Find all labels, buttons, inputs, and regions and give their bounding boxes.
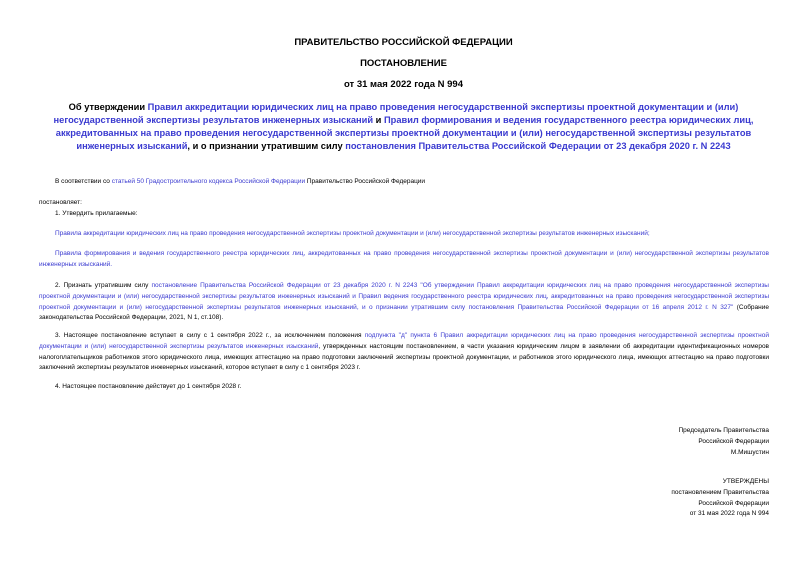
approval-block: [671, 477, 769, 520]
title-connector-and: и: [373, 115, 384, 125]
intro-link-article-50[interactable]: статьей 50 Градостроительного кодекса Российской Федерации: [111, 178, 306, 185]
item-4-paragraph: 4. Настоящее постановление действует до 1 сентября 2028 г.: [55, 383, 242, 390]
approval-by: постановлением Правительства: [671, 488, 769, 496]
item-1b-link[interactable]: Правила формирования и ведения государственного реестра юридических лиц, аккредитованных на право проведения негосударственной экспертизы проектной документации и (или) негосударственной экспертизы результатов инженерных изысканий.: [39, 250, 769, 268]
signature-country: Российской Федерации: [698, 437, 769, 445]
approval-country: Российской Федерации: [698, 499, 769, 507]
intro-paragraph: [39, 177, 769, 188]
item-3-suffix: , утвержденных настоящим постановлением, в части указания юридическим лицом в заявлении об аккредитации идентификационных номеров налогоплательщиков работников этого юридического лица, имеющих аттестацию на право подготовки заключений экспертизы проектной документации, и работников этого юридического лица, имеющих аттестацию на право подготовки заключений экспертизы результатов инженерных изысканий, которое вступает в силу с 1 сентября 2023 г.: [39, 342, 770, 372]
title-link-repealed-decree[interactable]: постановления Правительства Российской Федерации от 23 декабря 2020 г. N 2243: [345, 141, 731, 151]
government-heading: ПРАВИТЕЛЬСТВО РОССИЙСКОЙ ФЕДЕРАЦИИ: [294, 37, 513, 48]
approval-heading: УТВЕРЖДЕНЫ: [722, 478, 769, 485]
item-1a-link[interactable]: Правила аккредитации юридических лиц на право проведения негосударственной экспертизы проектной документации и (или) негосударственной экспертизы результатов инженерных изысканий;: [55, 230, 650, 237]
signature-name: М.Мишустин: [730, 448, 769, 456]
item-1b-paragraph: [39, 249, 769, 271]
item-2-suffix: (Собрание законодательства Российской Федерации, 2021, N 1, ст.108).: [39, 303, 769, 322]
decrees-paragraph: постановляет:: [39, 199, 82, 206]
item-3-prefix: 3. Настоящее постановление вступает в силу с 1 сентября 2022 г., за исключением положения: [55, 332, 365, 339]
item-1a-paragraph: [39, 229, 769, 240]
signature-position: Председатель Правительства: [678, 427, 769, 434]
document-type-heading: ПОСТАНОВЛЕНИЕ: [360, 58, 447, 69]
item-1-paragraph: 1. Утвердить прилагаемые:: [55, 210, 138, 217]
item-2-prefix: 2. Признать утратившим силу: [55, 282, 152, 289]
title-link-registry-rules[interactable]: Правил формирования и ведения государственного реестра юридических лиц, аккредитованных на право проведения негосударственной экспертизы проектной документации и (или) негосударственной экспертизы результатов инженерных изысканий: [55, 115, 754, 151]
document-title: [38, 101, 769, 153]
item-2-link-repealed-decree[interactable]: постановление Правительства Российской Федерации от 23 декабря 2020 г. N 2243 "Об утверждении Правил аккредитации юридических лиц на право проведения негосударственной экспертизы проектной документации и (или) негосударственной экспертизы результатов инженерных изысканий и Правил ведения государственного реестра юридических лиц, аккредитованных на право проведения негосударственной экспертизы проектной документации и (или) негосударственной экспертизы результатов инженерных изысканий, и о признании утратившим силу постановления Правительства Российской Федерации от 16 апреля 2012 г. N 327": [39, 282, 769, 311]
item-2-paragraph: [39, 281, 769, 324]
item-3-paragraph: [39, 331, 769, 374]
item-3-link-subpoint-d[interactable]: подпункта "д" пункта 6 Правил аккредитации юридических лиц на право проведения негосударственной экспертизы проектной документации и (или) негосударственной экспертизы результатов инженерных изысканий: [39, 332, 769, 350]
intro-suffix: Правительство Российской Федерации: [305, 178, 426, 185]
title-link-accreditation-rules[interactable]: Правил аккредитации юридических лиц на право проведения негосударственной экспертизы проектной документации и (или) негосударственной экспертизы результатов инженерных изысканий: [53, 102, 739, 125]
signature-block: [678, 426, 769, 458]
approval-date: от 31 мая 2022 года N 994: [689, 510, 769, 518]
intro-prefix: В соответствии со: [55, 178, 112, 185]
title-connector-repeal: , и о признании утратившим силу: [187, 141, 346, 151]
document-date-heading: от 31 мая 2022 года N 994: [343, 79, 464, 90]
title-prefix: Об утверждении: [68, 102, 148, 112]
